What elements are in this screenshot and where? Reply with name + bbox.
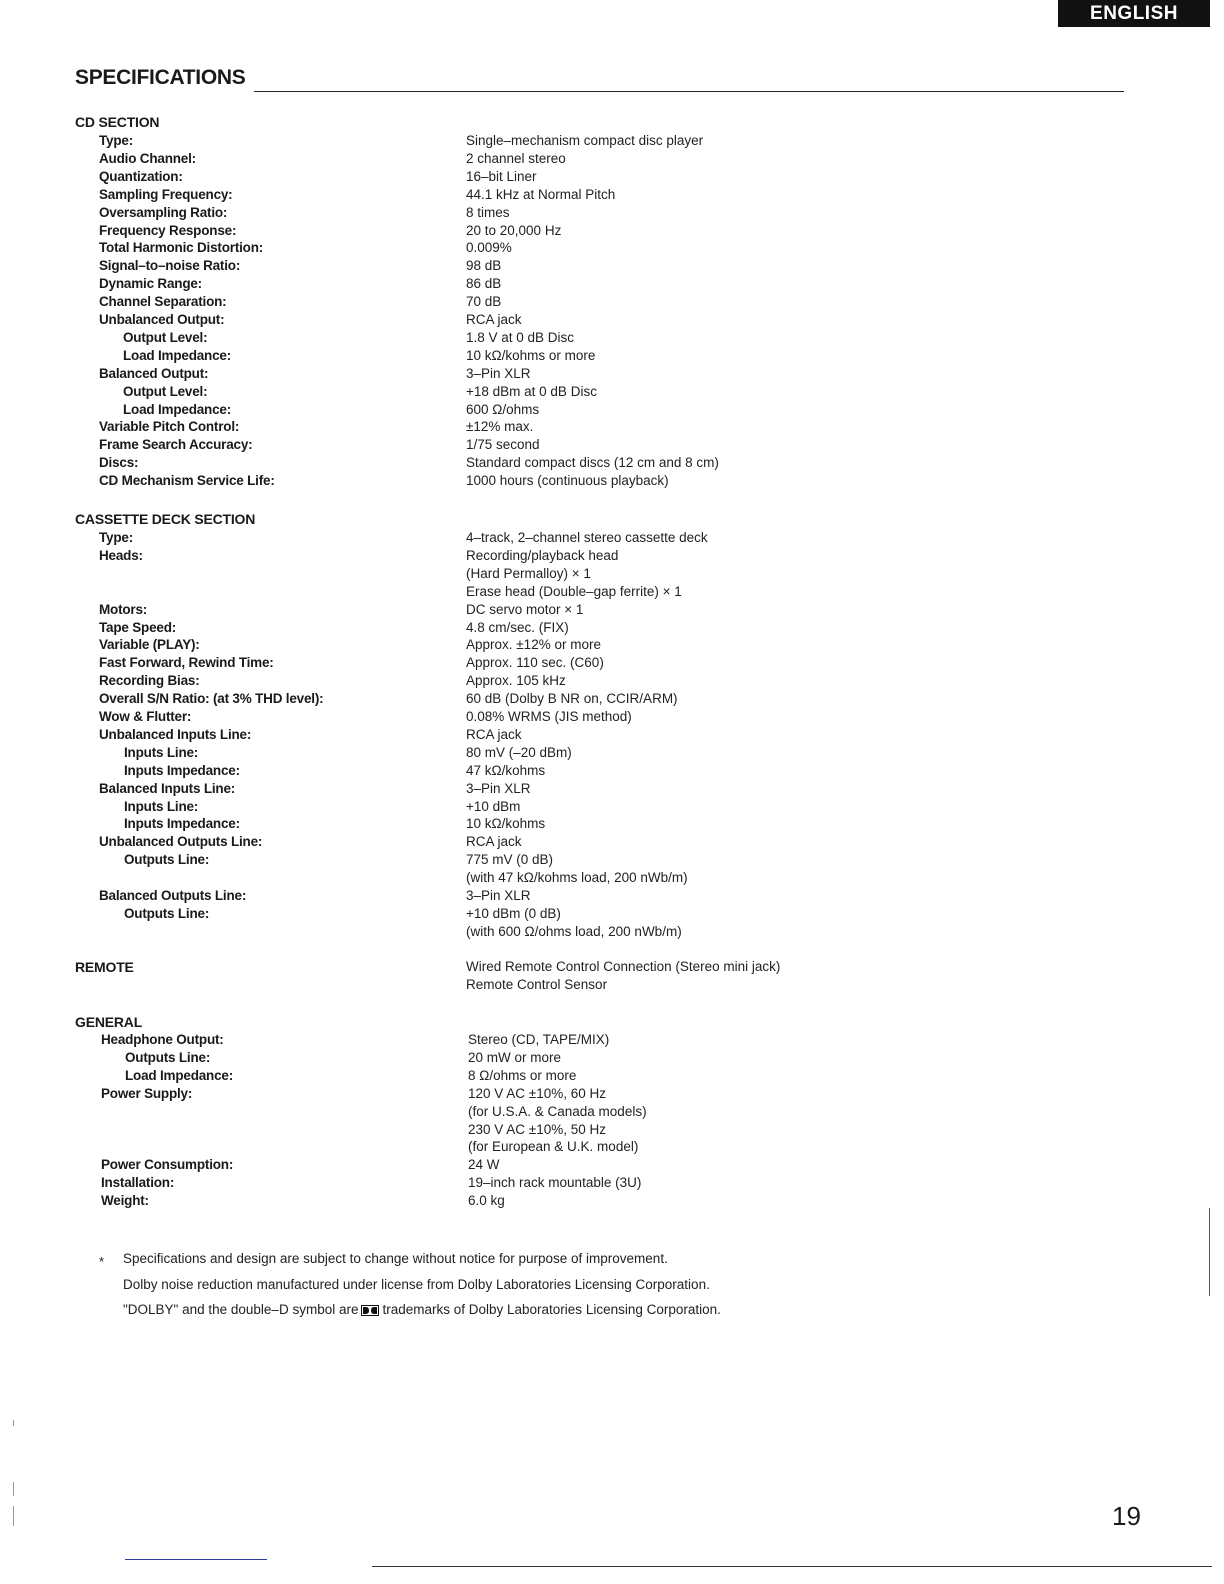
note-dolby-trademark [123,1301,721,1319]
spec-row [0,383,1224,401]
spec-label: Audio Channel: [99,150,196,166]
spec-row [0,1103,1224,1121]
scan-edge-mark [1209,1208,1210,1296]
spec-value: 120 V AC ±10%, 60 Hz [468,1085,606,1101]
spec-value: 3–Pin XLR [466,365,531,381]
spec-label: Installation: [101,1175,175,1191]
spec-value: 10 kΩ/kohms [466,816,546,832]
dolby-double-d-icon [361,1305,379,1316]
spec-label: Output Level: [123,329,208,345]
spec-label: Unbalanced Inputs Line: [99,726,252,742]
spec-value: 19–inch rack mountable (3U) [468,1175,642,1191]
spec-label: Signal–to–noise Ratio: [99,258,241,274]
spec-row [0,418,1224,436]
spec-row [0,1174,1224,1192]
spec-row [0,150,1224,168]
spec-row [0,1121,1224,1139]
spec-value: 1/75 second [466,437,540,453]
spec-row [0,311,1224,329]
spec-row [0,744,1224,762]
spec-row [0,329,1224,347]
spec-row [0,654,1224,672]
note-bullet: * [99,1254,105,1269]
spec-value: (for European & U.K. model) [468,1139,639,1155]
spec-row [0,454,1224,472]
spec-value: 1000 hours (continuous playback) [466,473,669,489]
spec-value: (for U.S.A. & Canada models) [468,1103,647,1119]
spec-label: Outputs Line: [125,1049,211,1065]
spec-row [0,168,1224,186]
spec-row [0,1067,1224,1085]
spec-label: Load Impedance: [123,401,232,417]
spec-label: Outputs Line: [124,905,210,921]
spec-label: Type: [99,530,134,545]
spec-value: 230 V AC ±10%, 50 Hz [468,1121,606,1137]
spec-value: Erase head (Double–gap ferrite) × 1 [466,583,682,599]
spec-label: Load Impedance: [125,1067,234,1083]
spec-value: Remote Control Sensor [466,976,608,992]
spec-value: Wired Remote Control Connection (Stereo mini jack) [466,959,781,974]
spec-row [0,851,1224,869]
spec-value: 775 mV (0 dB) [466,852,554,868]
spec-row [0,1138,1224,1156]
spec-row [0,905,1224,923]
spec-label: Frame Search Accuracy: [99,437,253,453]
spec-value: RCA jack [466,726,522,742]
spec-value: 20 to 20,000 Hz [466,222,562,238]
spec-label: Oversampling Ratio: [99,204,228,220]
spec-row [0,887,1224,905]
spec-label: Discs: [99,455,139,471]
spec-label: Headphone Output: [101,1032,224,1047]
note-dolby-license: Dolby noise reduction manufactured under license from Dolby Laboratories Licensing Corporation. [123,1277,710,1292]
spec-value: 0.08% WRMS (JIS method) [466,709,632,724]
spec-value: Standard compact discs (12 cm and 8 cm) [466,455,719,471]
spec-value: 4.8 cm/sec. (FIX) [466,619,569,635]
spec-row [0,1192,1224,1210]
spec-label: Fast Forward, Rewind Time: [99,655,274,671]
spec-row [0,547,1224,565]
bottom-rule [372,1566,1212,1567]
spec-row [0,923,1224,941]
spec-row [0,798,1224,816]
spec-value: 86 dB [466,276,502,292]
spec-value: 70 dB [466,294,502,310]
spec-value: RCA jack [466,312,522,327]
note-dolby-trademark-after: trademarks of Dolby Laboratories Licensing Corporation. [382,1302,721,1317]
spec-label: Recording Bias: [99,673,200,689]
spec-row [0,1156,1224,1174]
cassette-section [0,510,1224,528]
spec-value: Stereo (CD, TAPE/MIX) [468,1032,610,1047]
spec-label: Frequency Response: [99,222,237,238]
spec-value: 20 mW or more [468,1049,562,1065]
spec-label: Balanced Inputs Line: [99,780,236,796]
spec-row [0,815,1224,833]
spec-value: 2 channel stereo [466,150,566,166]
spec-label: Variable Pitch Control: [99,419,240,435]
spec-value: +10 dBm (0 dB) [466,905,561,921]
spec-label: Wow & Flutter: [99,709,192,724]
note-dolby-trademark-before: "DOLBY" and the double–D symbol are [123,1302,359,1317]
spec-row [0,708,1224,726]
spec-value: (with 600 Ω/ohms load, 200 nWb/m) [466,923,682,939]
page-title: SPECIFICATIONS [75,66,246,89]
spec-label: Tape Speed: [99,619,177,635]
spec-row [0,762,1224,780]
spec-row [0,976,1224,994]
spec-row [0,347,1224,365]
spec-value: 8 Ω/ohms or more [468,1067,577,1083]
spec-row [0,1049,1224,1067]
spec-value: RCA jack [466,834,522,850]
spec-value: 10 kΩ/kohms or more [466,347,596,363]
scan-artifact [13,1506,14,1526]
spec-row [0,958,1224,976]
spec-row [0,293,1224,311]
scan-artifact [13,1420,14,1426]
spec-row [0,869,1224,887]
spec-label: Inputs Impedance: [124,762,240,778]
spec-row [0,132,1224,150]
spec-label: CD Mechanism Service Life: [99,473,275,489]
spec-row [0,365,1224,383]
spec-value: 44.1 kHz at Normal Pitch [466,186,616,202]
page-number: 19 [1112,1501,1141,1531]
spec-row [0,636,1224,654]
spec-label: Power Consumption: [101,1157,234,1173]
spec-value: 60 dB (Dolby B NR on, CCIR/ARM) [466,691,678,707]
spec-value: 16–bit Liner [466,168,537,184]
spec-label: Power Supply: [101,1085,193,1101]
spec-row [0,472,1224,490]
spec-row [0,690,1224,708]
spec-value: 4–track, 2–channel stereo cassette deck [466,530,708,545]
spec-label: Channel Separation: [99,294,227,310]
spec-value: 98 dB [466,258,502,274]
spec-row [0,726,1224,744]
spec-value: Recording/playback head [466,547,619,563]
spec-label: Dynamic Range: [99,276,202,292]
spec-label: Output Level: [123,383,208,399]
spec-row [0,204,1224,222]
spec-value: Single–mechanism compact disc player [466,133,704,148]
spec-value: 0.009% [466,240,512,256]
spec-value: (with 47 kΩ/kohms load, 200 nWb/m) [466,870,688,886]
spec-row [0,1031,1224,1049]
spec-row [0,619,1224,637]
note-specifications-change: Specifications and design are subject to change without notice for purpose of improvement. [123,1251,668,1266]
spec-label: Load Impedance: [123,347,232,363]
spec-label: Variable (PLAY): [99,637,200,653]
spec-label: Quantization: [99,168,183,184]
spec-value: 3–Pin XLR [466,780,531,796]
spec-value: 47 kΩ/kohms [466,762,546,778]
spec-row [0,436,1224,454]
spec-row [0,565,1224,583]
spec-label: Type: [99,133,134,148]
spec-row [0,222,1224,240]
spec-row [0,1085,1224,1103]
spec-label: Inputs Line: [124,798,199,814]
spec-label: Heads: [99,547,143,563]
spec-value: 600 Ω/ohms [466,401,540,417]
spec-label: Balanced Outputs Line: [99,888,247,903]
spec-row [0,275,1224,293]
cd-section [0,113,1224,131]
spec-label: Unbalanced Output: [99,312,225,327]
spec-value: 24 W [468,1157,500,1173]
spec-value: ±12% max. [466,419,534,435]
spec-label: Outputs Line: [124,852,210,868]
spec-value: (Hard Permalloy) × 1 [466,565,591,581]
spec-value: 8 times [466,204,510,220]
spec-label: Overall S/N Ratio: (at 3% THD level): [99,691,324,707]
spec-label: Balanced Output: [99,365,209,381]
spec-row [0,401,1224,419]
spec-label: Inputs Line: [124,744,199,760]
spec-value: DC servo motor × 1 [466,601,584,617]
spec-label: Unbalanced Outputs Line: [99,834,263,850]
spec-row [0,780,1224,798]
spec-value: +10 dBm [466,798,521,814]
spec-value: 6.0 kg [468,1193,505,1209]
remote-section-title: REMOTE [75,959,134,975]
cassette-section-title: CASSETTE DECK SECTION [75,511,256,527]
spec-label: Inputs Impedance: [124,816,240,832]
bottom-accent-rule [125,1559,267,1560]
spec-value: 80 mV (–20 dBm) [466,744,572,760]
spec-value: 3–Pin XLR [466,888,531,903]
general-section [0,1013,1224,1031]
spec-row [0,186,1224,204]
spec-row [0,672,1224,690]
title-rule [254,91,1124,92]
spec-row [0,833,1224,851]
language-tab: ENGLISH [1058,0,1210,27]
spec-row [0,583,1224,601]
cd-section-title: CD SECTION [75,114,160,130]
spec-row [0,601,1224,619]
spec-value: Approx. 105 kHz [466,673,566,689]
spec-row [0,239,1224,257]
spec-row [0,529,1224,547]
spec-value: +18 dBm at 0 dB Disc [466,383,597,399]
spec-label: Total Harmonic Distortion: [99,240,264,256]
spec-row [0,257,1224,275]
spec-label: Sampling Frequency: [99,186,233,202]
spec-value: Approx. ±12% or more [466,637,601,653]
spec-label: Weight: [101,1193,149,1209]
spec-value: Approx. 110 sec. (C60) [466,655,604,671]
spec-value: 1.8 V at 0 dB Disc [466,329,575,345]
spec-label: Motors: [99,601,148,617]
scan-artifact [13,1482,14,1496]
general-section-title: GENERAL [75,1014,143,1030]
